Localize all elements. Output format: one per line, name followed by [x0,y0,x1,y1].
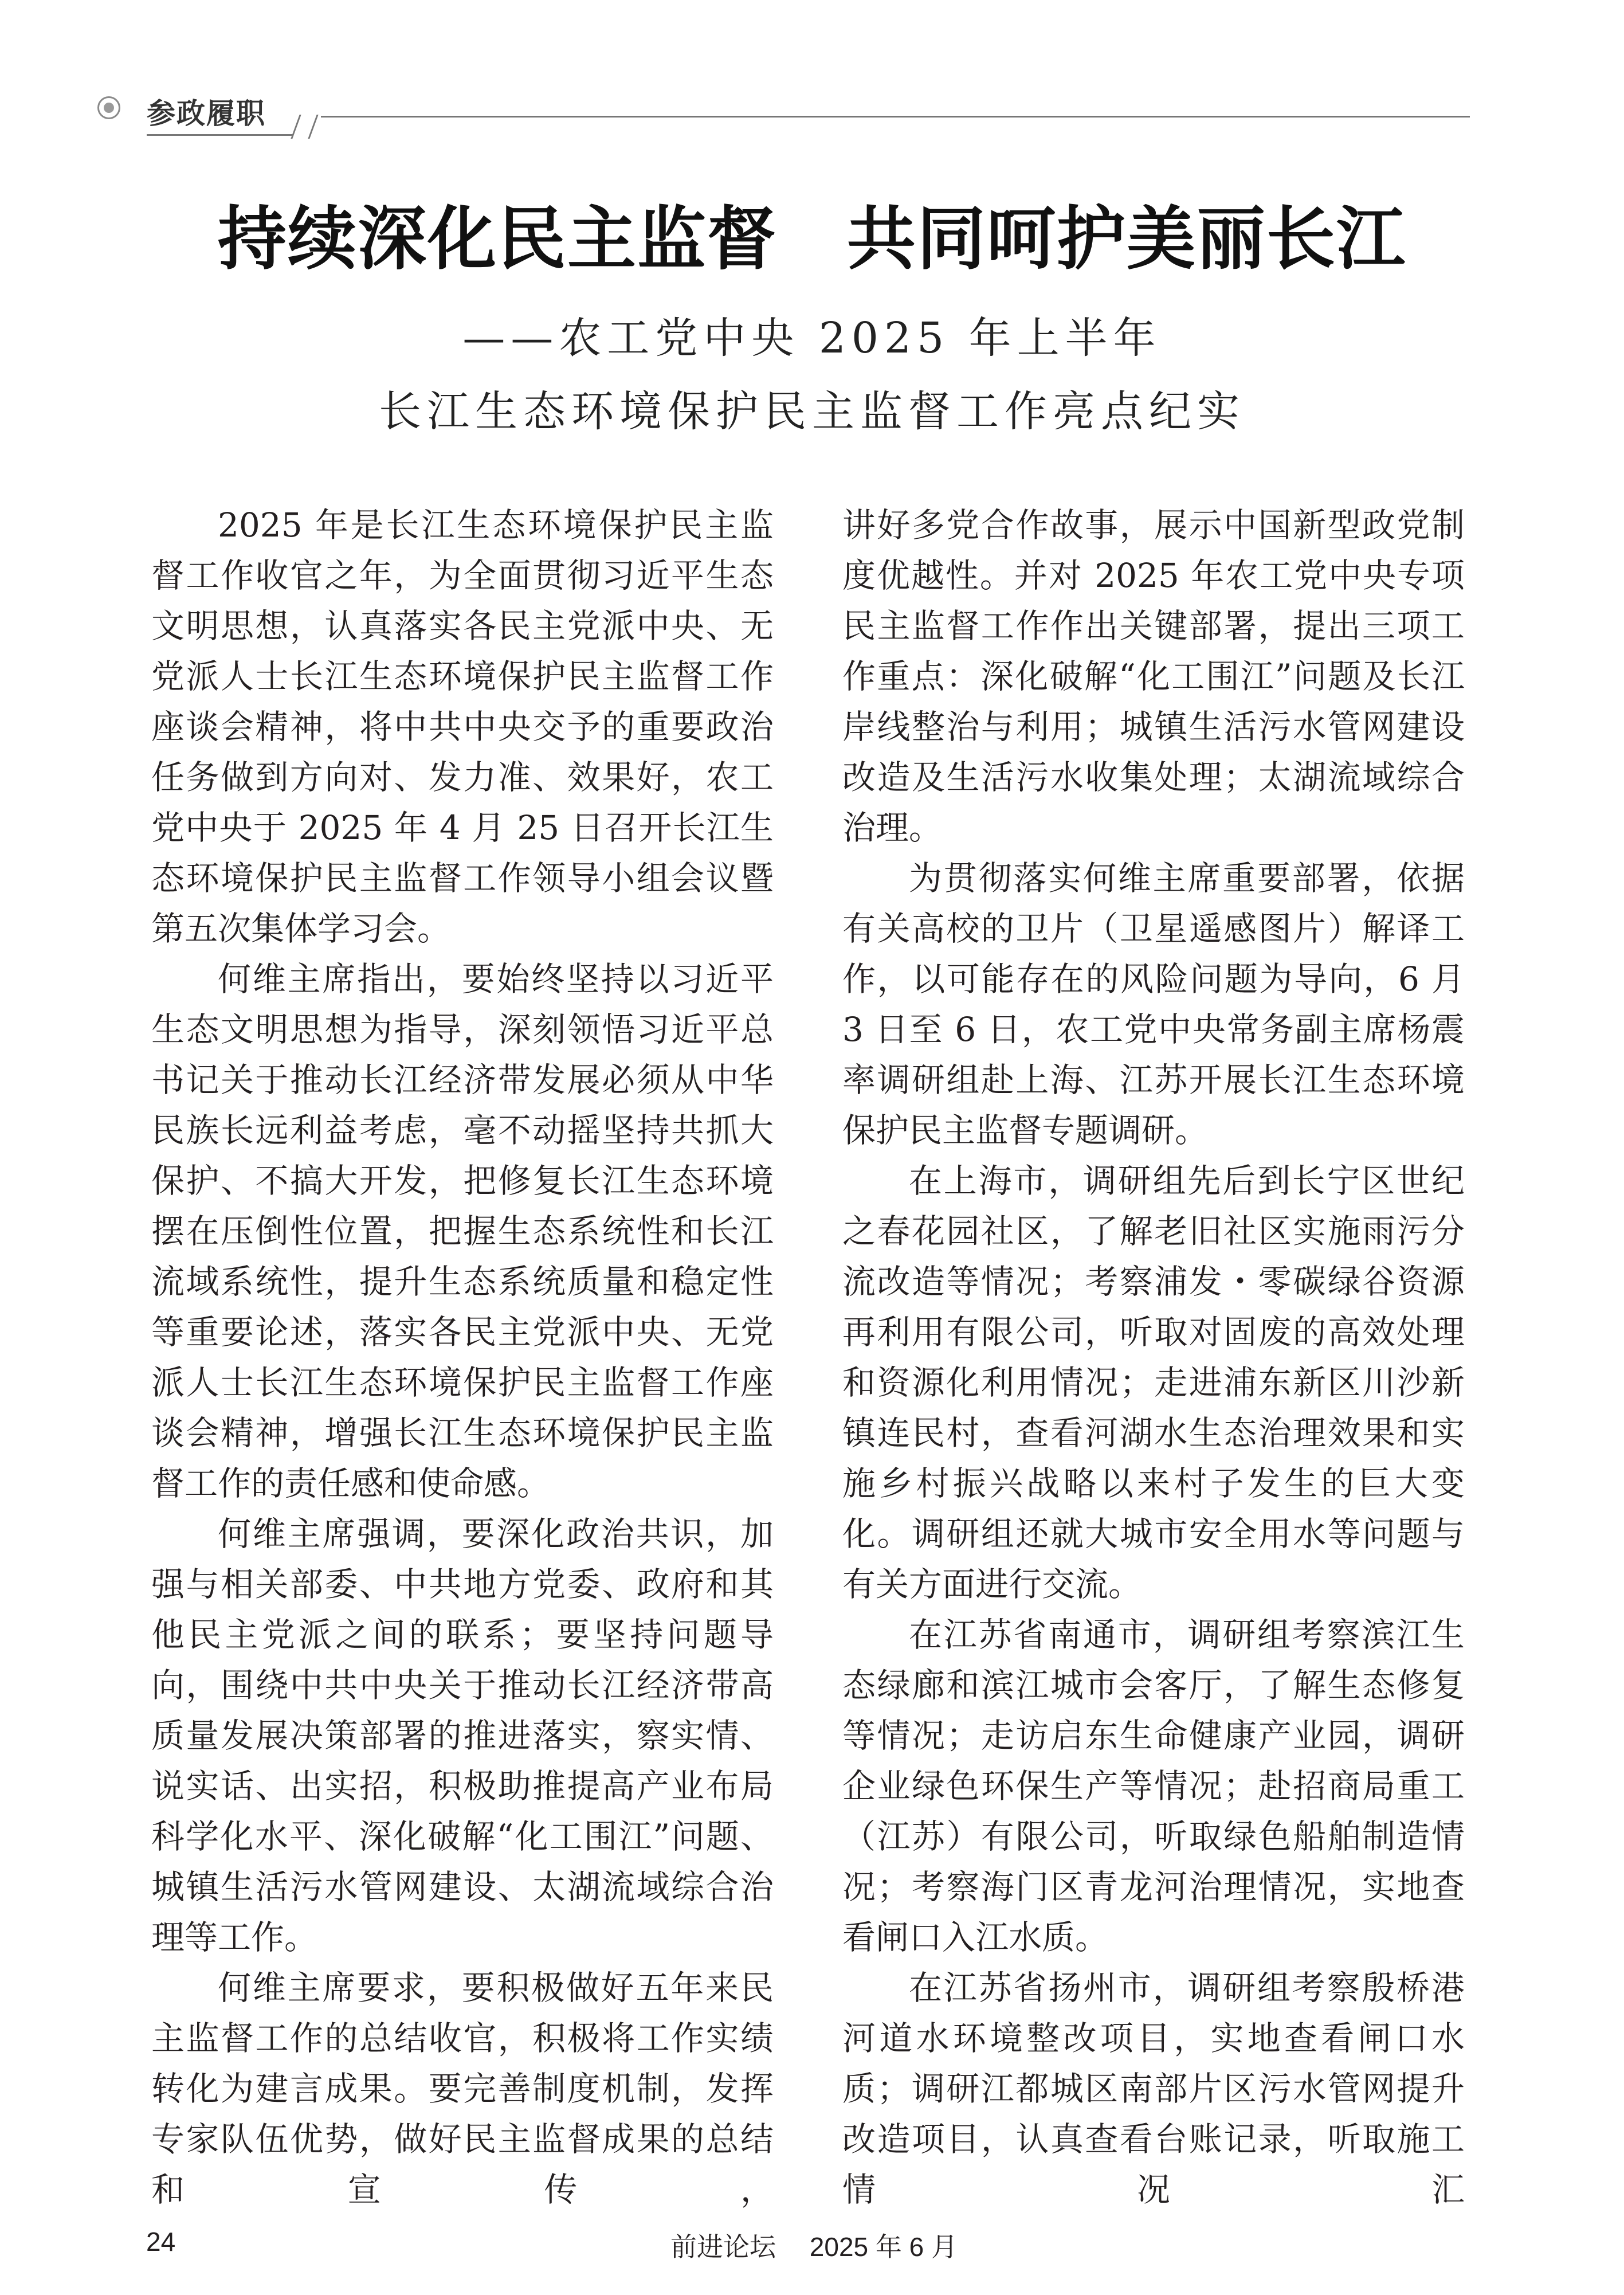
article-title: 持续深化民主监督 共同呵护美丽长江 [218,199,1406,279]
paragraph-continued: 讲好多党合作故事，展示中国新型政党制度优越性。并对 2025 年农工党中央专项民主监督工作作出关键部署，提出三项工作重点：深化破解“化工围江”问题及长江岸线整治与利用；城镇生活污水管网建设改造及生活污水收集处理；太湖流域综合治理。 [842,506,1465,847]
paragraph: 在江苏省扬州市，调研组考察殷桥港河道水环境整改项目，实地查看闸口水质；调研江都城区南部片区污水管网提升改造项目，认真查看台账记录，听取施工情况汇 [842,1968,1465,2209]
header-slash-divider [308,115,318,139]
publication-footer: 前进论坛 2025 年 6 月 [670,2232,958,2262]
page-number: 24 [146,2227,176,2257]
header-slash-divider [291,115,301,139]
header-rule-divider [321,116,1470,118]
paragraph: 2025 年是长江生态环境保护民主监督工作收官之年，为全面贯彻习近平生态文明思想，认真落实各民主党派中央、无党派人士长江生态环境保护民主监督工作座谈会精神，将中共中央交予的重要政治任务做到方向对、发力准、效果好，农工党中央于 2025 年 4 月 25 日召开长江生态环境保护民主监督工作领导小组会议暨第五次集体学习会。 [151,506,774,948]
target-circle-icon [97,96,120,119]
columns [0,500,1624,2215]
section-label: 参政履职 [147,97,266,130]
article-body [0,500,1624,2295]
paragraph: 在江苏省南通市，调研组考察滨江生态绿廊和滨江城市会客厅，了解生态修复等情况；走访启东生命健康产业园，调研企业绿色环保生产等情况；赴招商局重工（江苏）有限公司，听取绿色船舶制造情况；考察海门区青龙河治理情况，实地查看闸口入江水质。 [842,1615,1465,1957]
article-subtitle-line-2: 长江生态环境保护民主监督工作亮点纪实 [379,387,1245,436]
header-underline-divider [147,134,293,136]
paragraph: 为贯彻落实何维主席重要部署，依据有关高校的卫片（卫星遥感图片）解译工作，以可能存在的风险问题为导向，6 月 3 日至 6 日，农工党中央常务副主席杨震率调研组赴上海、江苏开展长江生态环境保护民主监督专题调研。 [842,859,1465,1150]
page-footer [0,2226,1624,2295]
paragraph: 何维主席指出，要始终坚持以习近平生态文明思想为指导，深刻领悟习近平总书记关于推动长江经济带发展必须从中华民族长远利益考虑，毫不动摇坚持共抓大保护、不搞大开发，把修复长江生态环境摆在压倒性位置，把握生态系统性和长江流域系统性，提升生态系统质量和稳定性等重要论述，落实各民主党派中央、无党派人士长江生态环境保护民主监督工作座谈会精神，增强长江生态环境保护民主监督工作的责任感和使命感。 [151,959,774,1503]
article-subtitle-line-1: ——农工党中央 2025 年上半年 [462,314,1162,363]
left-column [151,500,774,2215]
paragraph: 何维主席要求，要积极做好五年来民主监督工作的总结收官，积极将工作实绩转化为建言成果。要完善制度机制，发挥专家队伍优势，做好民主监督成果的总结和宣传， [151,1968,774,2209]
paragraph: 何维主席强调，要深化政治共识，加强与相关部委、中共地方党委、政府和其他民主党派之间的联系；要坚持问题导向，围绕中共中央关于推动长江经济带高质量发展决策部署的推进落实，察实情、说实话、出实招，积极助推提高产业布局科学化水平、深化破解“化工围江”问题、城镇生活污水管网建设、太湖流域综合治理等工作。 [151,1514,774,1957]
right-column [842,500,1465,2215]
paragraph: 在上海市，调研组先后到长宁区世纪之春花园社区，了解老旧社区实施雨污分流改造等情况；考察浦发・零碳绿谷资源再利用有限公司，听取对固废的高效处理和资源化利用情况；走进浦东新区川沙新镇连民村，查看河湖水生态治理效果和实施乡村振兴战略以来村子发生的巨大变化。调研组还就大城市安全用水等问题与有关方面进行交流。 [842,1161,1465,1604]
